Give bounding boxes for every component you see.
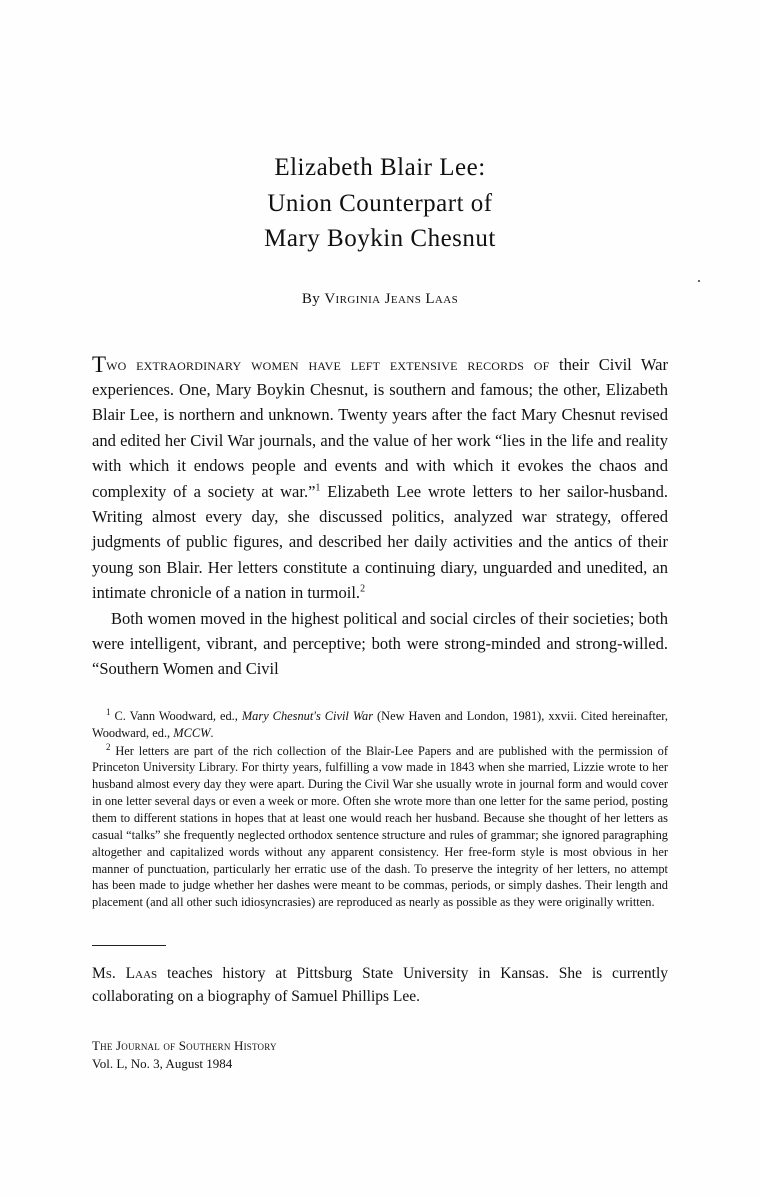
byline [92,291,668,308]
journal-info [92,1037,668,1075]
footnote-1-italic2: MCCW [173,725,211,740]
paragraph-1-lead-caps: wo extraordinary women have left extensive records of [106,354,550,374]
author-bio-text: teaches history at Pittsburg State University in Kansas. She is currently collaborating on a biography of Samuel Phillips Lee. [92,965,669,1006]
paragraph-1 [92,352,668,606]
footnote-1-pre: C. Vann Woodward, ed., [110,708,242,723]
footnote-ref-1[interactable]: 1 [315,482,321,494]
footnote-1-post2: . [210,725,214,740]
footnote-ref-2[interactable]: 2 [360,583,366,595]
journal-issue: Vol. L, No. 3, August 1984 [92,1056,233,1072]
footnote-1-marker: 1 [106,706,111,717]
title-line-3: Mary Boykin Chesnut [264,225,496,252]
paragraph-1-rest: their Civil War experiences. One, Mary Boykin Chesnut, is southern and famous; the other, Elizabeth Blair Lee, is northern and unknown. Twenty years after the fact Mary Chesnut revised and edited her Civil War journals, and the value of her work “lies in the life and reality with which it endows people and events and with which it evokes the chaos and complexity of a society at war.” [92,354,668,501]
footer-divider [92,945,166,946]
stray-ink-mark [698,280,700,282]
article-content [92,150,668,1074]
footnote-1 [92,708,668,742]
paragraph-2: Both women moved in the highest political and social circles of their societies; both were intelligent, vibrant, and perceptive; both were strong-minded and strong-willed. “Southern Women and Civil [92,608,668,679]
footnote-1-post: (New Haven and London, 1981), xxvii. Cited hereinafter, Woodward, ed., [92,708,668,740]
title-line-1: Elizabeth Blair Lee: [274,154,486,181]
footnote-2 [92,743,668,912]
page-title [92,150,668,257]
paragraph-1-initial: T [92,351,107,377]
title-line-2: Union Counterpart of [267,189,493,217]
journal-name: The Journal of Southern History [92,1037,277,1053]
footnote-2-marker: 2 [106,741,111,752]
paragraph-1-rest2: Elizabeth Lee wrote letters to her sailor-husband. Writing almost every day, she discussed politics, analyzed war strategy, offered judgments of public figures, and described her daily activities and the antics of their young son Blair. Her letters constitute a continuing diary, unguarded and unedited, an intimate chronicle of a nation in turmoil. [92,481,669,603]
author-bio-name: Ms. Laas [92,965,158,983]
footnotes [92,708,668,911]
footnote-2-text: Her letters are part of the rich collection of the Blair-Lee Papers and are published with the permission of Princeton University Library. For thirty years, fulfilling a vow made in 1843 when she married, Lizzie wrote to her husband almost every day they were apart. During the Civil War she usually wrote in journal form and would cover in one letter several days or even a week or more. Often she wrote more than one letter for the same period, posting them to different stations in hopes that at least one would reach her husband. Because she thought of her letters as casual “talks” she frequently neglected orthodox sentence structure and rules of grammar; she ignored paragraphing altogether and capitalized words without any apparent consistency. Her free-form style is most obvious in her manner of punctuation, particularly her erratic use of the dash. To preserve the integrity of her letters, no attempt has been made to judge whether her dashes were meant to be commas, periods, or simply dashes. Their length and placement (and all other such idiosyncrasies) are reproduced as nearly as possible as they were originally written. [92,743,668,910]
byline-prefix: By [301,290,325,307]
author-bio [92,962,668,1009]
footnote-1-italic: Mary Chesnut's Civil War [241,708,374,723]
article-body [92,352,668,682]
byline-author: Virginia Jeans Laas [324,290,459,307]
